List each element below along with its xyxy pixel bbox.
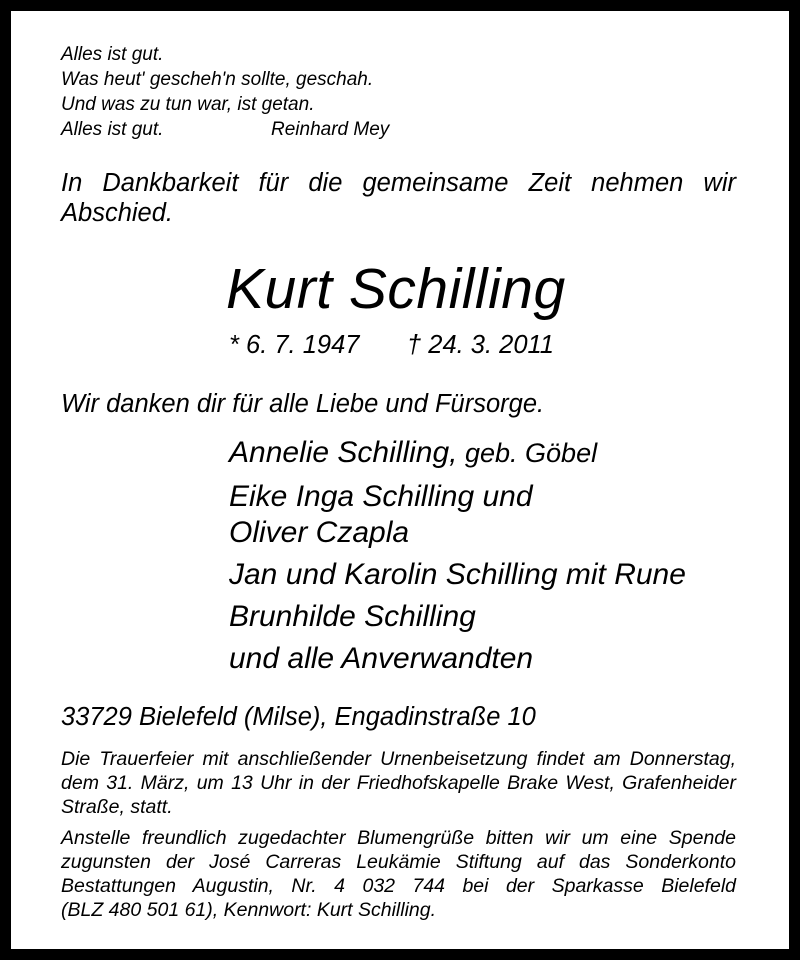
donation-info-line: Anstelle freundlich zugedachter Blumengrüße bitten wir um eine Spende [61,827,736,849]
donation-info-line: Bestattungen Augustin, Nr. 4 032 744 bei der Sparkasse Bielefeld [61,875,736,897]
intro-line: In Dankbarkeit für die gemeinsame Zeit nehmen wir [61,169,736,197]
maiden-name: geb. Göbel [457,438,598,468]
donation-info-line: (BLZ 480 501 61), Kennwort: Kurt Schilling. [61,899,437,921]
intro-text [61,168,736,228]
thanks-text: Wir danken dir für alle Liebe und Fürsorge. [61,390,545,418]
poem-last-row [61,117,390,142]
poem-line: Alles ist gut. [61,44,164,65]
address: 33729 Bielefeld (Milse), Engadinstraße 10 [61,703,536,731]
family-member [229,436,597,470]
family-member: und alle Anverwandten [229,642,534,675]
poem-line: Was heut' gescheh'n sollte, geschah. [61,69,374,90]
funeral-info-line: Straße, statt. [61,796,173,818]
poem-author: Reinhard Mey [271,119,390,140]
family-member: Jan und Karolin Schilling mit Rune [229,558,686,591]
family-member: Eike Inga Schilling und [229,480,533,513]
donation-info [61,826,736,922]
deceased-name: Kurt Schilling [226,257,566,321]
intro-line: Abschied. [61,199,173,227]
family-member: Brunhilde Schilling [229,600,476,633]
death-date: † 24. 3. 2011 [407,331,554,359]
poem [61,42,390,142]
poem-line: Alles ist gut. [61,119,164,140]
birth-date: * 6. 7. 1947 [229,331,360,359]
donation-info-line: zugunsten der José Carreras Leukämie Stiftung auf das Sonderkonto [61,851,736,873]
poem-line: Und was zu tun war, ist getan. [61,94,315,115]
funeral-info [61,747,736,819]
family-member: Oliver Czapla [229,516,410,549]
life-dates [229,329,554,361]
family-member-name: Annelie Schilling, [229,436,458,469]
funeral-info-line: dem 31. März, um 13 Uhr in der Friedhofskapelle Brake West, Grafenheider [61,772,736,794]
funeral-info-line: Die Trauerfeier mit anschließender Urnenbeisetzung findet am Donnerstag, [61,748,736,770]
